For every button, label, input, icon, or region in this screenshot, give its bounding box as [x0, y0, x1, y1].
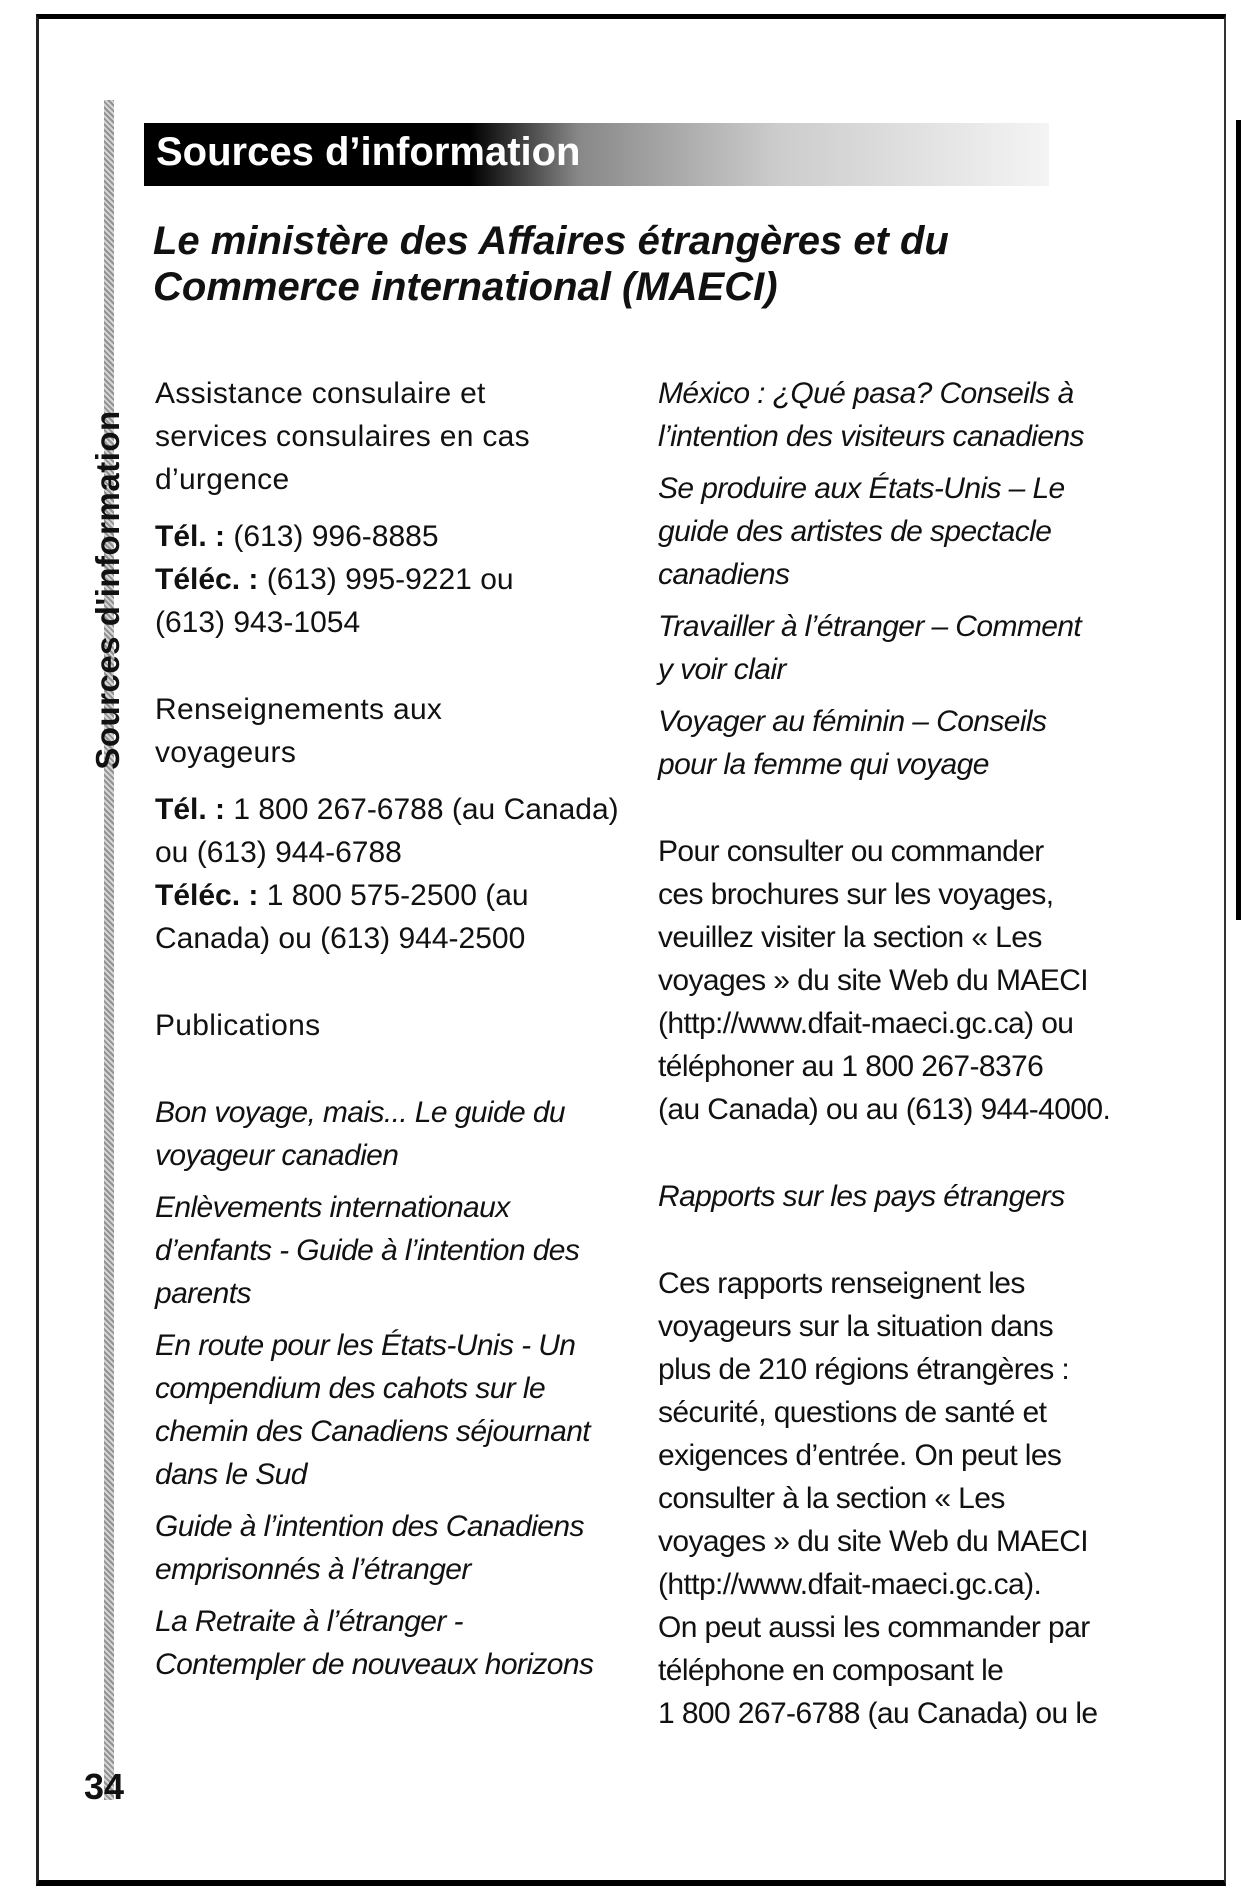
title-line: voyageur canadien: [155, 1139, 399, 1172]
order-paragraph: [658, 830, 1118, 1131]
title-line: pour la femme qui voyage: [658, 748, 989, 781]
consular-heading: [155, 372, 635, 501]
title-line: chemin des Canadiens séjournant: [155, 1415, 591, 1448]
publication-title: [155, 1186, 635, 1315]
tel-number: 1 800 267-6788 (au Canada): [225, 793, 619, 826]
paragraph-line: voyages » du site Web du MAECI: [658, 1525, 1089, 1558]
heading-line: services consulaires en cas: [155, 420, 530, 453]
paragraph-line: consulter à la section « Les: [658, 1482, 1005, 1515]
title-line: canadiens: [658, 558, 790, 591]
fax-number: 1 800 575-2500 (au: [258, 879, 529, 912]
title-line: México : ¿Qué pasa? Conseils à: [658, 377, 1074, 410]
travel-info-block: [155, 688, 635, 960]
heading-line: voyageurs: [155, 736, 297, 769]
title-line: Travailler à l’étranger – Comment: [658, 610, 1082, 643]
heading-line: Renseignements aux: [155, 693, 443, 726]
title-line: En route pour les États-Unis - Un: [155, 1329, 576, 1362]
tel-label: Tél. :: [155, 793, 226, 826]
publication-title: [658, 700, 1118, 786]
paragraph-line: 1 800 267-6788 (au Canada) ou le: [658, 1697, 1098, 1730]
consular-block: [155, 372, 635, 644]
left-column: [155, 372, 635, 1686]
tel-number: ou (613) 944-6788: [155, 836, 402, 869]
paragraph-line: ces brochures sur les voyages,: [658, 878, 1054, 911]
travel-info-contact: [155, 788, 635, 960]
title-line: Se produire aux États-Unis – Le: [658, 472, 1065, 505]
ministry-title-line: Commerce international (MAECI): [153, 265, 778, 309]
heading-line: Assistance consulaire et: [155, 377, 486, 410]
tel-label: Tél. :: [155, 520, 226, 553]
paragraph-line: téléphoner au 1 800 267-8376: [658, 1050, 1044, 1083]
title-line: parents: [155, 1277, 251, 1310]
tel-number: (613) 996-8885: [225, 520, 439, 553]
right-column: [658, 372, 1118, 1735]
paragraph-line: On peut aussi les commander par: [658, 1611, 1090, 1644]
paragraph-line: plus de 210 régions étrangères :: [658, 1353, 1070, 1386]
paragraph-line: (http://www.dfait-maeci.gc.ca) ou: [658, 1007, 1074, 1040]
ministry-title-line: Le ministère des Affaires étrangères et du: [153, 219, 949, 263]
paragraph-line: (au Canada) ou au (613) 944-4000.: [658, 1093, 1111, 1126]
travel-info-heading: [155, 688, 635, 774]
side-tab-label: Sources d'information: [89, 410, 126, 770]
title-line: La Retraite à l’étranger -: [155, 1605, 463, 1638]
title-line: Voyager au féminin – Conseils: [658, 705, 1047, 738]
paragraph-line: sécurité, questions de santé et: [658, 1396, 1047, 1429]
section-title: Sources d’information: [156, 130, 581, 174]
fax-number: Canada) ou (613) 944-2500: [155, 922, 526, 955]
publication-title: [155, 1600, 635, 1686]
paragraph-line: veuillez visiter la section « Les: [658, 921, 1042, 954]
publication-title: [658, 467, 1118, 596]
title-line: d’enfants - Guide à l’intention des: [155, 1234, 580, 1267]
fax-number: (613) 995-9221 ou: [258, 563, 514, 596]
paragraph-line: exigences d’entrée. On peut les: [658, 1439, 1062, 1472]
publication-title: [658, 372, 1118, 458]
paragraph-line: voyages » du site Web du MAECI: [658, 964, 1089, 997]
publication-title: [658, 605, 1118, 691]
publications-heading: Publications: [155, 1009, 321, 1042]
paragraph-line: voyageurs sur la situation dans: [658, 1310, 1053, 1343]
title-line: guide des artistes de spectacle: [658, 515, 1052, 548]
publication-title: [155, 1091, 635, 1177]
page-number: 34: [84, 1766, 125, 1807]
paragraph-line: Ces rapports renseignent les: [658, 1267, 1025, 1300]
fax-label: Téléc. :: [155, 879, 259, 912]
reports-paragraph: [658, 1262, 1118, 1735]
paragraph-line: (http://www.dfait-maeci.gc.ca).: [658, 1568, 1042, 1601]
fax-label: Téléc. :: [155, 563, 259, 596]
title-line: Contempler de nouveaux horizons: [155, 1648, 594, 1681]
title-line: dans le Sud: [155, 1458, 307, 1491]
paragraph-line: Pour consulter ou commander: [658, 835, 1044, 868]
title-line: Guide à l’intention des Canadiens: [155, 1510, 584, 1543]
heading-line: d’urgence: [155, 463, 290, 496]
consular-contact: [155, 515, 635, 644]
publication-title: [155, 1324, 635, 1496]
title-line: y voir clair: [658, 653, 786, 686]
title-line: Bon voyage, mais... Le guide du: [155, 1096, 566, 1129]
fax-number: (613) 943-1054: [155, 606, 361, 639]
title-line: Enlèvements internationaux: [155, 1191, 510, 1224]
title-line: emprisonnés à l’étranger: [155, 1553, 471, 1586]
paragraph-line: téléphone en composant le: [658, 1654, 1004, 1687]
title-line: compendium des cahots sur le: [155, 1372, 546, 1405]
reports-title: Rapports sur les pays étrangers: [658, 1180, 1065, 1213]
side-tab-stripe: [104, 100, 114, 1800]
publication-title: [155, 1505, 635, 1591]
ministry-title: [153, 218, 973, 310]
page-edge-rule: [1236, 120, 1241, 920]
title-line: l’intention des visiteurs canadiens: [658, 420, 1084, 453]
